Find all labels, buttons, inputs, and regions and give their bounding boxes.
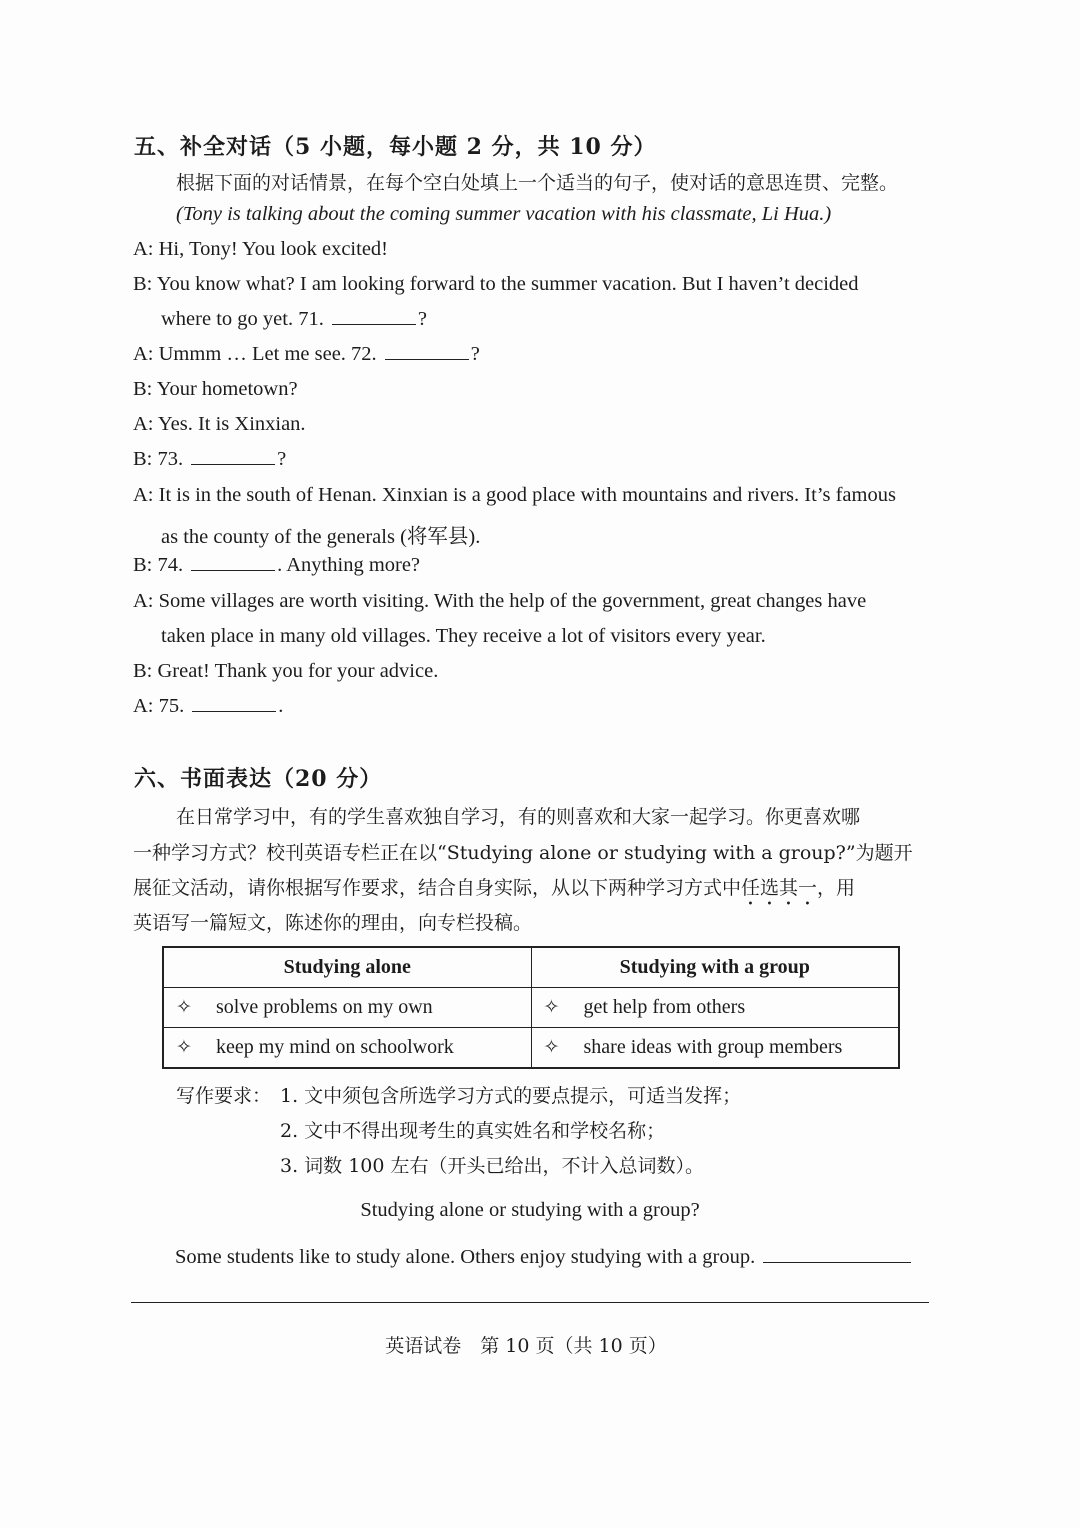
essay-title: Studying alone or studying with a group?	[360, 1199, 700, 1221]
dialogue-line: B: Great! Thank you for your advice.	[133, 660, 439, 682]
dialogue-context: (Tony is talking about the coming summer vacation with his classmate, Li Hua.)	[176, 203, 832, 225]
dialogue-line-74	[133, 554, 420, 577]
prompt-line: 一种学习方式？校刊英语专栏正在以“Studying alone or studying with a group?”为题开	[133, 842, 913, 864]
cell-text: share ideas with group members	[583, 1036, 843, 1058]
dialogue-text: B: 73.	[133, 448, 184, 470]
table-row	[163, 988, 899, 1028]
section6-title: 六、书面表达（20 分）	[134, 766, 383, 792]
dialogue-text: where to go yet. 71.	[161, 308, 324, 330]
dialogue-line-73	[133, 448, 286, 471]
table-cell	[163, 988, 531, 1028]
essay-opening	[175, 1246, 913, 1269]
blank-75[interactable]	[192, 695, 276, 712]
blank-73[interactable]	[191, 448, 275, 465]
dialogue-line: A: Some villages are worth visiting. With the help of the government, great changes have	[133, 590, 867, 612]
dialogue-line: taken place in many old villages. They receive a lot of visitors every year.	[161, 625, 766, 647]
dialogue-line: A: It is in the south of Henan. Xinxian is a good place with mountains and rivers. It’s famous	[133, 484, 896, 506]
section5-title: 五、补全对话（5 小题，每小题 2 分，共 10 分）	[134, 134, 657, 160]
star-icon: ✧	[176, 997, 192, 1018]
table-row	[163, 1028, 899, 1069]
table-header-row	[163, 947, 899, 988]
page-footer: 英语试卷 第 10 页（共 10 页）	[385, 1335, 667, 1357]
emphasis-text: 任选其一	[741, 877, 818, 899]
prompt-line: 英语写一篇短文，陈述你的理由，向专栏投稿。	[133, 912, 533, 934]
cell-text: get help from others	[583, 996, 746, 1018]
dialogue-line: as the county of the generals (将军县).	[161, 526, 481, 548]
footer-divider	[131, 1302, 929, 1303]
section5-instruction: 根据下面的对话情景，在每个空白处填上一个适当的句子，使对话的意思连贯、完整。	[176, 172, 899, 194]
cell-text: solve problems on my own	[216, 996, 433, 1018]
star-icon: ✧	[543, 997, 560, 1018]
blank-72[interactable]	[385, 343, 469, 360]
dialogue-text: ?	[277, 448, 287, 470]
dialogue-line: A: Hi, Tony! You look excited!	[133, 238, 388, 260]
header-studying-alone: Studying alone	[163, 947, 531, 988]
dialogue-text: ?	[417, 308, 427, 330]
dialogue-line-75	[133, 695, 283, 718]
table-cell	[531, 988, 899, 1028]
requirements-label: 写作要求：	[176, 1085, 272, 1107]
dialogue-text: A: Ummm … Let me see. 72.	[133, 343, 377, 365]
prompt-text: 展征文活动，请你根据写作要求，结合自身实际，从以下两种学习方式中	[133, 877, 742, 899]
prompt-line: 在日常学习中，有的学生喜欢独自学习，有的则喜欢和大家一起学习。你更喜欢哪	[176, 806, 861, 828]
dialogue-line: B: You know what? I am looking forward to the summer vacation. But I haven’t decided	[133, 273, 859, 295]
requirement-item: 3. 词数 100 左右（开头已给出，不计入总词数）。	[280, 1155, 705, 1177]
dialogue-text: ?	[470, 343, 480, 365]
essay-start-text: Some students like to study alone. Others enjoy studying with a group.	[175, 1246, 756, 1268]
table-cell	[163, 1028, 531, 1069]
requirement-item: 1. 文中须包含所选学习方式的要点提示，可适当发挥；	[280, 1085, 742, 1107]
dialogue-text: .	[278, 695, 284, 717]
dialogue-text: B: 74.	[133, 554, 184, 576]
prompt-line	[133, 873, 855, 910]
dialogue-line: B: Your hometown?	[133, 378, 298, 400]
header-studying-group: Studying with a group	[531, 947, 899, 988]
star-icon: ✧	[543, 1037, 560, 1058]
blank-71[interactable]	[332, 308, 416, 325]
table-cell	[531, 1028, 899, 1069]
study-method-table	[162, 946, 900, 1069]
blank-74[interactable]	[191, 554, 275, 571]
dialogue-line: A: Yes. It is Xinxian.	[133, 413, 306, 435]
essay-answer-blank[interactable]	[763, 1246, 911, 1263]
prompt-text: ，用	[817, 877, 856, 899]
star-icon: ✧	[176, 1037, 192, 1058]
dialogue-text: A: 75.	[133, 695, 185, 717]
cell-text: keep my mind on schoolwork	[216, 1036, 454, 1058]
requirement-item: 2. 文中不得出现考生的真实姓名和学校名称；	[280, 1120, 666, 1142]
dialogue-line-71	[161, 308, 427, 331]
dialogue-text: . Anything more?	[277, 554, 421, 576]
dialogue-line-72	[133, 343, 480, 366]
